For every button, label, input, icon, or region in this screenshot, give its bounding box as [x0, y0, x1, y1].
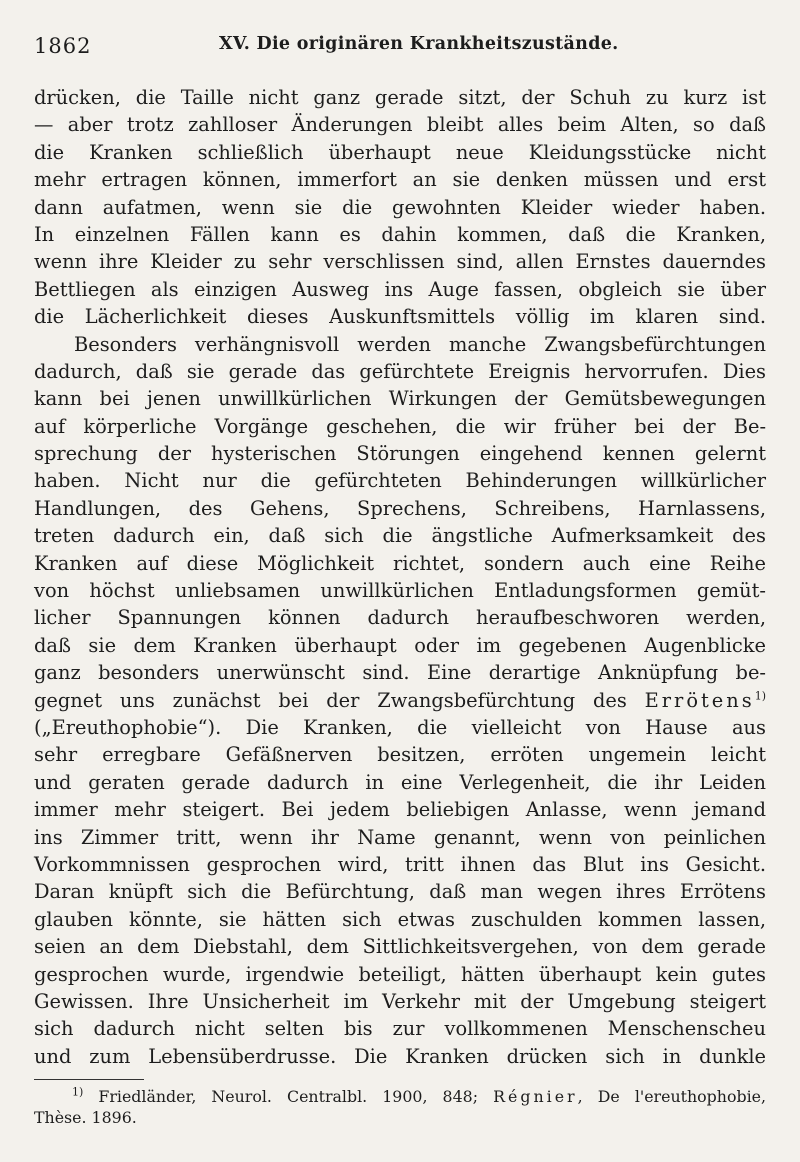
text-line: Vorkommnissen gesprochen wird, tritt ihnen das Blut ins Gesicht.: [34, 852, 766, 876]
text-line: kann bei jenen unwillkürlichen Wirkungen der Gemütsbewegungen: [34, 387, 766, 411]
text-line: treten dadurch ein, daß sich die ängstliche Aufmerksamkeit des: [34, 524, 766, 548]
text-line: Kranken auf diese Möglichkeit richtet, sondern auch eine Reihe: [34, 551, 766, 575]
footnote-text: Friedländer, Neurol. Centralbl. 1900, 848;: [83, 1087, 494, 1107]
book-page: [34, 28, 766, 1140]
text-line: dann aufatmen, wenn sie die gewohnten Kleider wieder haben.: [34, 195, 766, 219]
text-line: Besonders verhängnisvoll werden manche Zwangsbefürchtungen: [74, 332, 766, 356]
text-line: wenn ihre Kleider zu sehr verschlissen sind, allen Ernstes dauerndes: [34, 250, 766, 274]
text-line: die Kranken schließlich überhaupt neue Kleidungsstücke nicht: [34, 140, 766, 164]
text-run: gegnet uns zunächst bei der Zwangsbefürchtung des: [34, 688, 645, 712]
text-line: dadurch, daß sie gerade das gefürchtete Ereignis hervorrufen. Dies: [34, 359, 766, 383]
text-line: drücken, die Taille nicht ganz gerade sitzt, der Schuh zu kurz ist: [34, 86, 766, 109]
text-line: („Ereuthophobie“). Die Kranken, die vielleicht von Hause aus: [34, 715, 766, 739]
text-line-with-emphasis: [34, 687, 766, 714]
text-line: seien an dem Diebstahl, dem Sittlichkeitsvergehen, von dem gerade: [34, 935, 766, 959]
emphasized-term: Errötens: [644, 688, 755, 712]
page-number: 1862: [34, 34, 92, 58]
text-line: Bettliegen als einzigen Ausweg ins Auge fassen, obgleich sie über: [34, 277, 766, 301]
footnote-reference[interactable]: 1): [754, 689, 766, 703]
running-head: [34, 28, 766, 60]
text-line: und zum Lebensüberdrusse. Die Kranken drücken sich in dunkle: [34, 1044, 766, 1068]
text-line: Daran knüpft sich die Befürchtung, daß man wegen ihres Errötens: [34, 880, 766, 904]
text-line: von höchst unliebsamen unwillkürlichen Entladungsformen gemüt-: [34, 579, 766, 603]
text-line: daß sie dem Kranken überhaupt oder im gegebenen Augenblicke: [34, 633, 766, 657]
text-line: immer mehr steigert. Bei jedem beliebigen Anlasse, wenn jemand: [34, 798, 766, 822]
text-line: sich dadurch nicht selten bis zur vollkommenen Menschenscheu: [34, 1017, 766, 1041]
text-line: Handlungen, des Gehens, Sprechens, Schreibens, Harnlassens,: [34, 496, 766, 520]
text-line: glauben könnte, sie hätten sich etwas zuschulden kommen lassen,: [34, 907, 766, 931]
text-line: In einzelnen Fällen kann es dahin kommen, daß die Kranken,: [34, 222, 766, 246]
text-line: ins Zimmer tritt, wenn ihr Name genannt, wenn von peinlichen: [34, 825, 766, 849]
text-line: mehr ertragen können, immerfort an sie denken müssen und erst: [34, 168, 766, 192]
paragraph-2: [34, 331, 766, 1071]
text-line: haben. Nicht nur die gefürchteten Behinderungen willkürlicher: [34, 469, 766, 493]
text-line: sprechung der hysterischen Störungen eingehend kennen gelernt: [34, 442, 766, 466]
footnote-line: Thèse. 1896.: [34, 1108, 137, 1128]
footnote: [34, 1086, 766, 1128]
footnote-author: Régnier: [493, 1087, 578, 1107]
footnote-text: , De l'ereuthophobie,: [577, 1087, 766, 1107]
footnote-marker: 1): [72, 1085, 84, 1099]
footnote-line: [34, 1086, 766, 1107]
text-line: ganz besonders unerwünscht sind. Eine derartige Anknüpfung be-: [34, 661, 766, 685]
paragraph-1: [34, 84, 766, 331]
text-line: auf körperliche Vorgänge geschehen, die wir früher bei der Be-: [34, 414, 766, 438]
footnote-rule: [34, 1079, 144, 1080]
text-line: gesprochen wurde, irgendwie beteiligt, hätten überhaupt kein gutes: [34, 962, 766, 986]
text-line: sehr erregbare Gefäßnerven besitzen, erröten ungemein leicht: [34, 743, 766, 767]
text-line: — aber trotz zahlloser Änderungen bleibt alles beim Alten, so daß: [34, 113, 766, 137]
running-title: XV. Die originären Krankheitszustände.: [219, 34, 619, 54]
text-line: und geraten gerade dadurch in eine Verlegenheit, die ihr Leiden: [34, 770, 766, 794]
body-text: [34, 84, 766, 1070]
text-line: die Lächerlichkeit dieses Auskunftsmittels völlig im klaren sind.: [34, 305, 766, 329]
text-line: Gewissen. Ihre Unsicherheit im Verkehr mit der Umgebung steigert: [34, 989, 766, 1013]
text-line: licher Spannungen können dadurch heraufbeschworen werden,: [34, 606, 766, 630]
